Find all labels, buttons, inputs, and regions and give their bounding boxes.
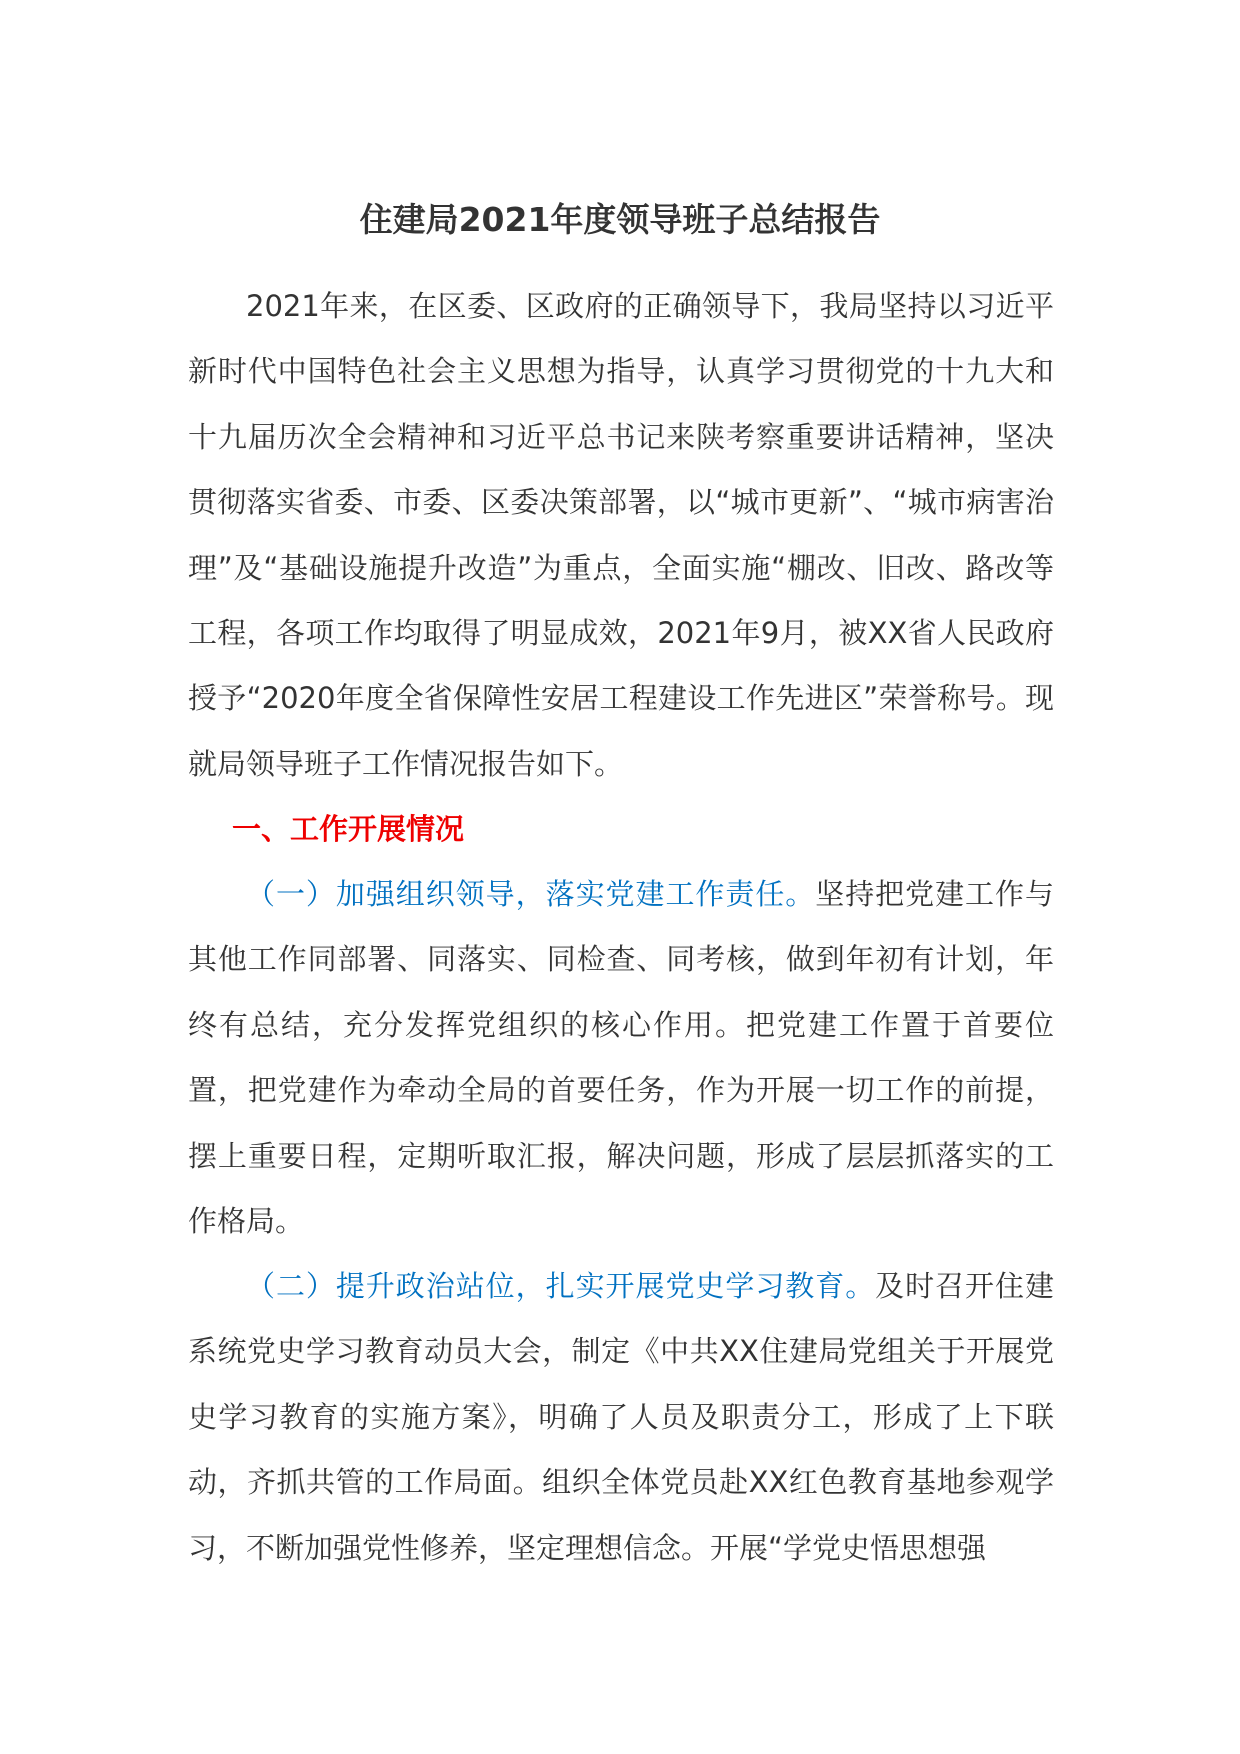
document-title: 住建局2021年度领导班子总结报告 [359, 200, 881, 239]
section-item-1-subheading: （一）加强组织领导，落实党建工作责任。 [246, 877, 816, 911]
section-item-1-text: 坚持把党建工作与其他工作同部署、同落实、同检查、同考核，做到年初有计划，年终有总结，充分发挥党组织的核心作用。把党建工作置于首要位置，把党建作为牵动全局的首要任务，作为开展一切工作的前提，摆上重要日程，定期听取汇报，解决问题，形成了层层抓落实的工作格局。 [188, 877, 1054, 1239]
section-item-2-subheading: （二）提升政治站位，扎实开展党史学习教育。 [246, 1269, 876, 1303]
section-heading: 一、工作开展情况 [232, 812, 465, 846]
section-item-2 [188, 1254, 1054, 1581]
section-item-1 [188, 862, 1054, 1254]
intro-paragraph: 2021年来，在区委、区政府的正确领导下，我局坚持以习近平新时代中国特色社会主义思想为指导，认真学习贯彻党的十九大和十九届历次全会精神和习近平总书记来陕考察重要讲话精神，坚决贯彻落实省委、市委、区委决策部署，以“城市更新”、“城市病害治理”及“基础设施提升改造”为重点，全面实施“棚改、旧改、路改等工程，各项工作均取得了明显成效，2021年9月，被XX省人民政府授予“2020年度全省保障性安居工程建设工作先进区”荣誉称号。现就局领导班子工作情况报告如下。 [188, 289, 1054, 781]
section-item-2-text: 及时召开住建系统党史学习教育动员大会，制定《中共XX住建局党组关于开展党史学习教育的实施方案》，明确了人员及职责分工，形成了上下联动，齐抓共管的工作局面。组织全体党员赴XX红色教育基地参观学习，不断加强党性修养，坚定理想信念。开展“学党史悟思想强 [188, 1269, 1054, 1565]
